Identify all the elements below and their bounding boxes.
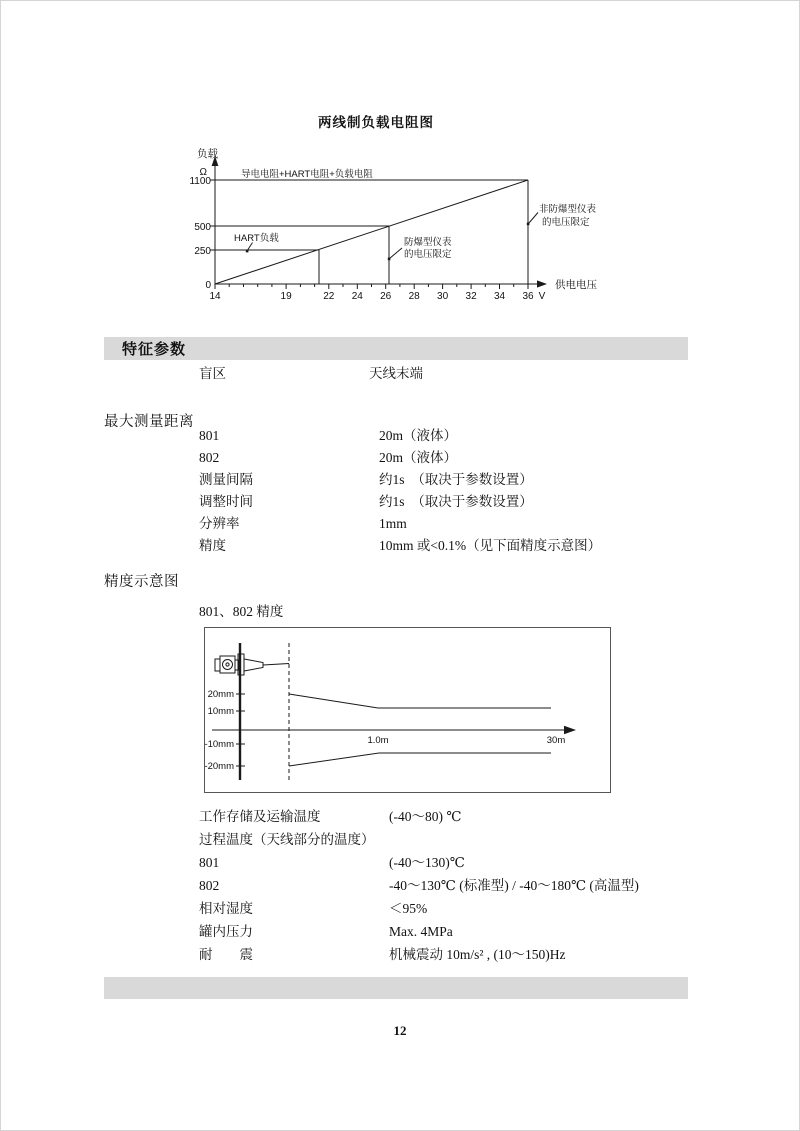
table-row xyxy=(104,363,724,385)
x-axis-unit: V xyxy=(538,291,546,302)
ex-limit-label-line2: 的电压限定 xyxy=(404,249,452,260)
x-tick-14: 14 xyxy=(209,291,221,302)
chart-callouts xyxy=(246,213,538,261)
table-row xyxy=(104,425,724,447)
table-row xyxy=(104,535,724,557)
param-label: 801 xyxy=(199,428,220,443)
param-value: 20m（液体） xyxy=(379,450,458,465)
x-tick-34: 34 xyxy=(493,291,506,302)
radar-sensor-icon xyxy=(215,654,289,675)
param-label: 调整时间 xyxy=(199,494,253,509)
param-label: 801 xyxy=(199,855,220,870)
param-value: 1mm xyxy=(379,516,407,531)
y-axis-title: 负载 xyxy=(197,148,218,160)
x-tick-30: 30 xyxy=(437,291,449,302)
tolerance-label-plus10: 10mm xyxy=(207,706,234,717)
param-label: 工作存储及运输温度 xyxy=(199,809,321,824)
precision-heading: 精度示意图 xyxy=(104,574,179,590)
param-label: 测量间隔 xyxy=(199,472,253,487)
table-row xyxy=(104,469,724,491)
param-value: (-40～80) ℃ xyxy=(389,809,462,824)
environment-table xyxy=(104,805,724,966)
x-tick-36: 36 xyxy=(522,291,534,302)
param-value: Max. 4MPa xyxy=(389,924,453,939)
param-value: ＜95% xyxy=(389,901,428,916)
distance-label-1m: 1.0m xyxy=(367,735,389,746)
table-row xyxy=(104,513,724,535)
param-value: -40～130℃ (标准型) / -40～180℃ (高温型) xyxy=(389,878,639,893)
measurement-table xyxy=(104,425,724,557)
param-value: (-40～130)℃ xyxy=(389,855,465,870)
param-value: 20m（液体） xyxy=(379,428,458,443)
x-tick-26: 26 xyxy=(380,291,392,302)
lower-tolerance-line xyxy=(289,753,551,766)
param-value: 10mm 或<0.1%（见下面精度示意图） xyxy=(379,538,602,553)
param-label: 分辨率 xyxy=(199,516,240,531)
param-label: 802 xyxy=(199,450,220,465)
table-row xyxy=(104,805,724,828)
page-number: 12 xyxy=(393,1023,407,1038)
precision-diagram-box xyxy=(204,627,611,793)
precision-diagram xyxy=(205,628,610,792)
x-axis-arrow-icon xyxy=(537,280,547,287)
param-label: 耐 震 xyxy=(199,947,253,962)
param-value: 天线末端 xyxy=(369,366,423,381)
tolerance-label-plus20: 20mm xyxy=(207,689,234,700)
x-tick-19: 19 xyxy=(280,291,292,302)
section-title: 特征参数 xyxy=(122,341,187,358)
y-tick-1100: 1100 xyxy=(189,176,211,187)
max-distance-heading: 最大测量距离 xyxy=(104,414,194,430)
param-label: 精度 xyxy=(199,538,226,553)
table-row xyxy=(104,447,724,469)
non-ex-limit-label-line2: 的电压限定 xyxy=(542,217,590,228)
y-tick-500: 500 xyxy=(194,222,211,233)
total-resistance-line-label: 导电电阻+HART电阻+负载电阻 xyxy=(241,169,373,180)
footer-bar xyxy=(104,977,688,999)
table-row xyxy=(104,920,724,943)
chart-lines xyxy=(215,180,528,284)
x-tick-28: 28 xyxy=(408,291,420,302)
x-axis-title: 供电电压 xyxy=(555,279,597,291)
table-row xyxy=(104,851,724,874)
distance-label-30m: 30m xyxy=(546,735,566,746)
param-label: 盲区 xyxy=(199,366,226,381)
x-tick-22: 22 xyxy=(323,291,335,302)
tolerance-label-minus10: -10mm xyxy=(205,739,234,750)
y-axis-unit: Ω xyxy=(199,167,207,178)
param-value: 约1s （取决于参数设置） xyxy=(379,494,533,509)
load-resistance-chart xyxy=(181,141,621,313)
table-row xyxy=(104,943,724,966)
precision-subtitle: 801、802 精度 xyxy=(199,604,284,619)
blind-zone-table xyxy=(104,363,724,385)
chart-axes xyxy=(215,165,538,284)
param-label: 相对湿度 xyxy=(199,901,253,916)
tolerance-label-minus20: -20mm xyxy=(205,761,234,772)
distance-axis-arrow-icon xyxy=(564,726,576,734)
param-value: 机械震动 10m/s² , (10～150)Hz xyxy=(389,947,566,962)
table-row xyxy=(104,874,724,897)
table-row xyxy=(104,897,724,920)
x-tick-24: 24 xyxy=(351,291,363,302)
upper-tolerance-line xyxy=(289,694,551,708)
param-label: 罐内压力 xyxy=(199,924,253,939)
x-tick-32: 32 xyxy=(465,291,477,302)
table-row xyxy=(104,491,724,513)
hart-load-label: HART负载 xyxy=(234,233,279,244)
y-tick-250: 250 xyxy=(194,246,211,257)
ex-limit-label-line1: 防爆型仪表 xyxy=(404,237,452,248)
table-row xyxy=(104,828,724,851)
param-value: 约1s （取决于参数设置） xyxy=(379,472,533,487)
x-ticks xyxy=(215,284,528,289)
param-label: 802 xyxy=(199,878,220,893)
y-tick-0: 0 xyxy=(205,280,211,291)
section-header-bar xyxy=(104,337,688,360)
non-ex-limit-label-line1: 非防爆型仪表 xyxy=(539,204,597,215)
y-ticks xyxy=(210,180,215,250)
param-label: 过程温度（天线部分的温度） xyxy=(199,832,375,847)
load-chart-title: 两线制负载电阻图 xyxy=(318,115,434,130)
